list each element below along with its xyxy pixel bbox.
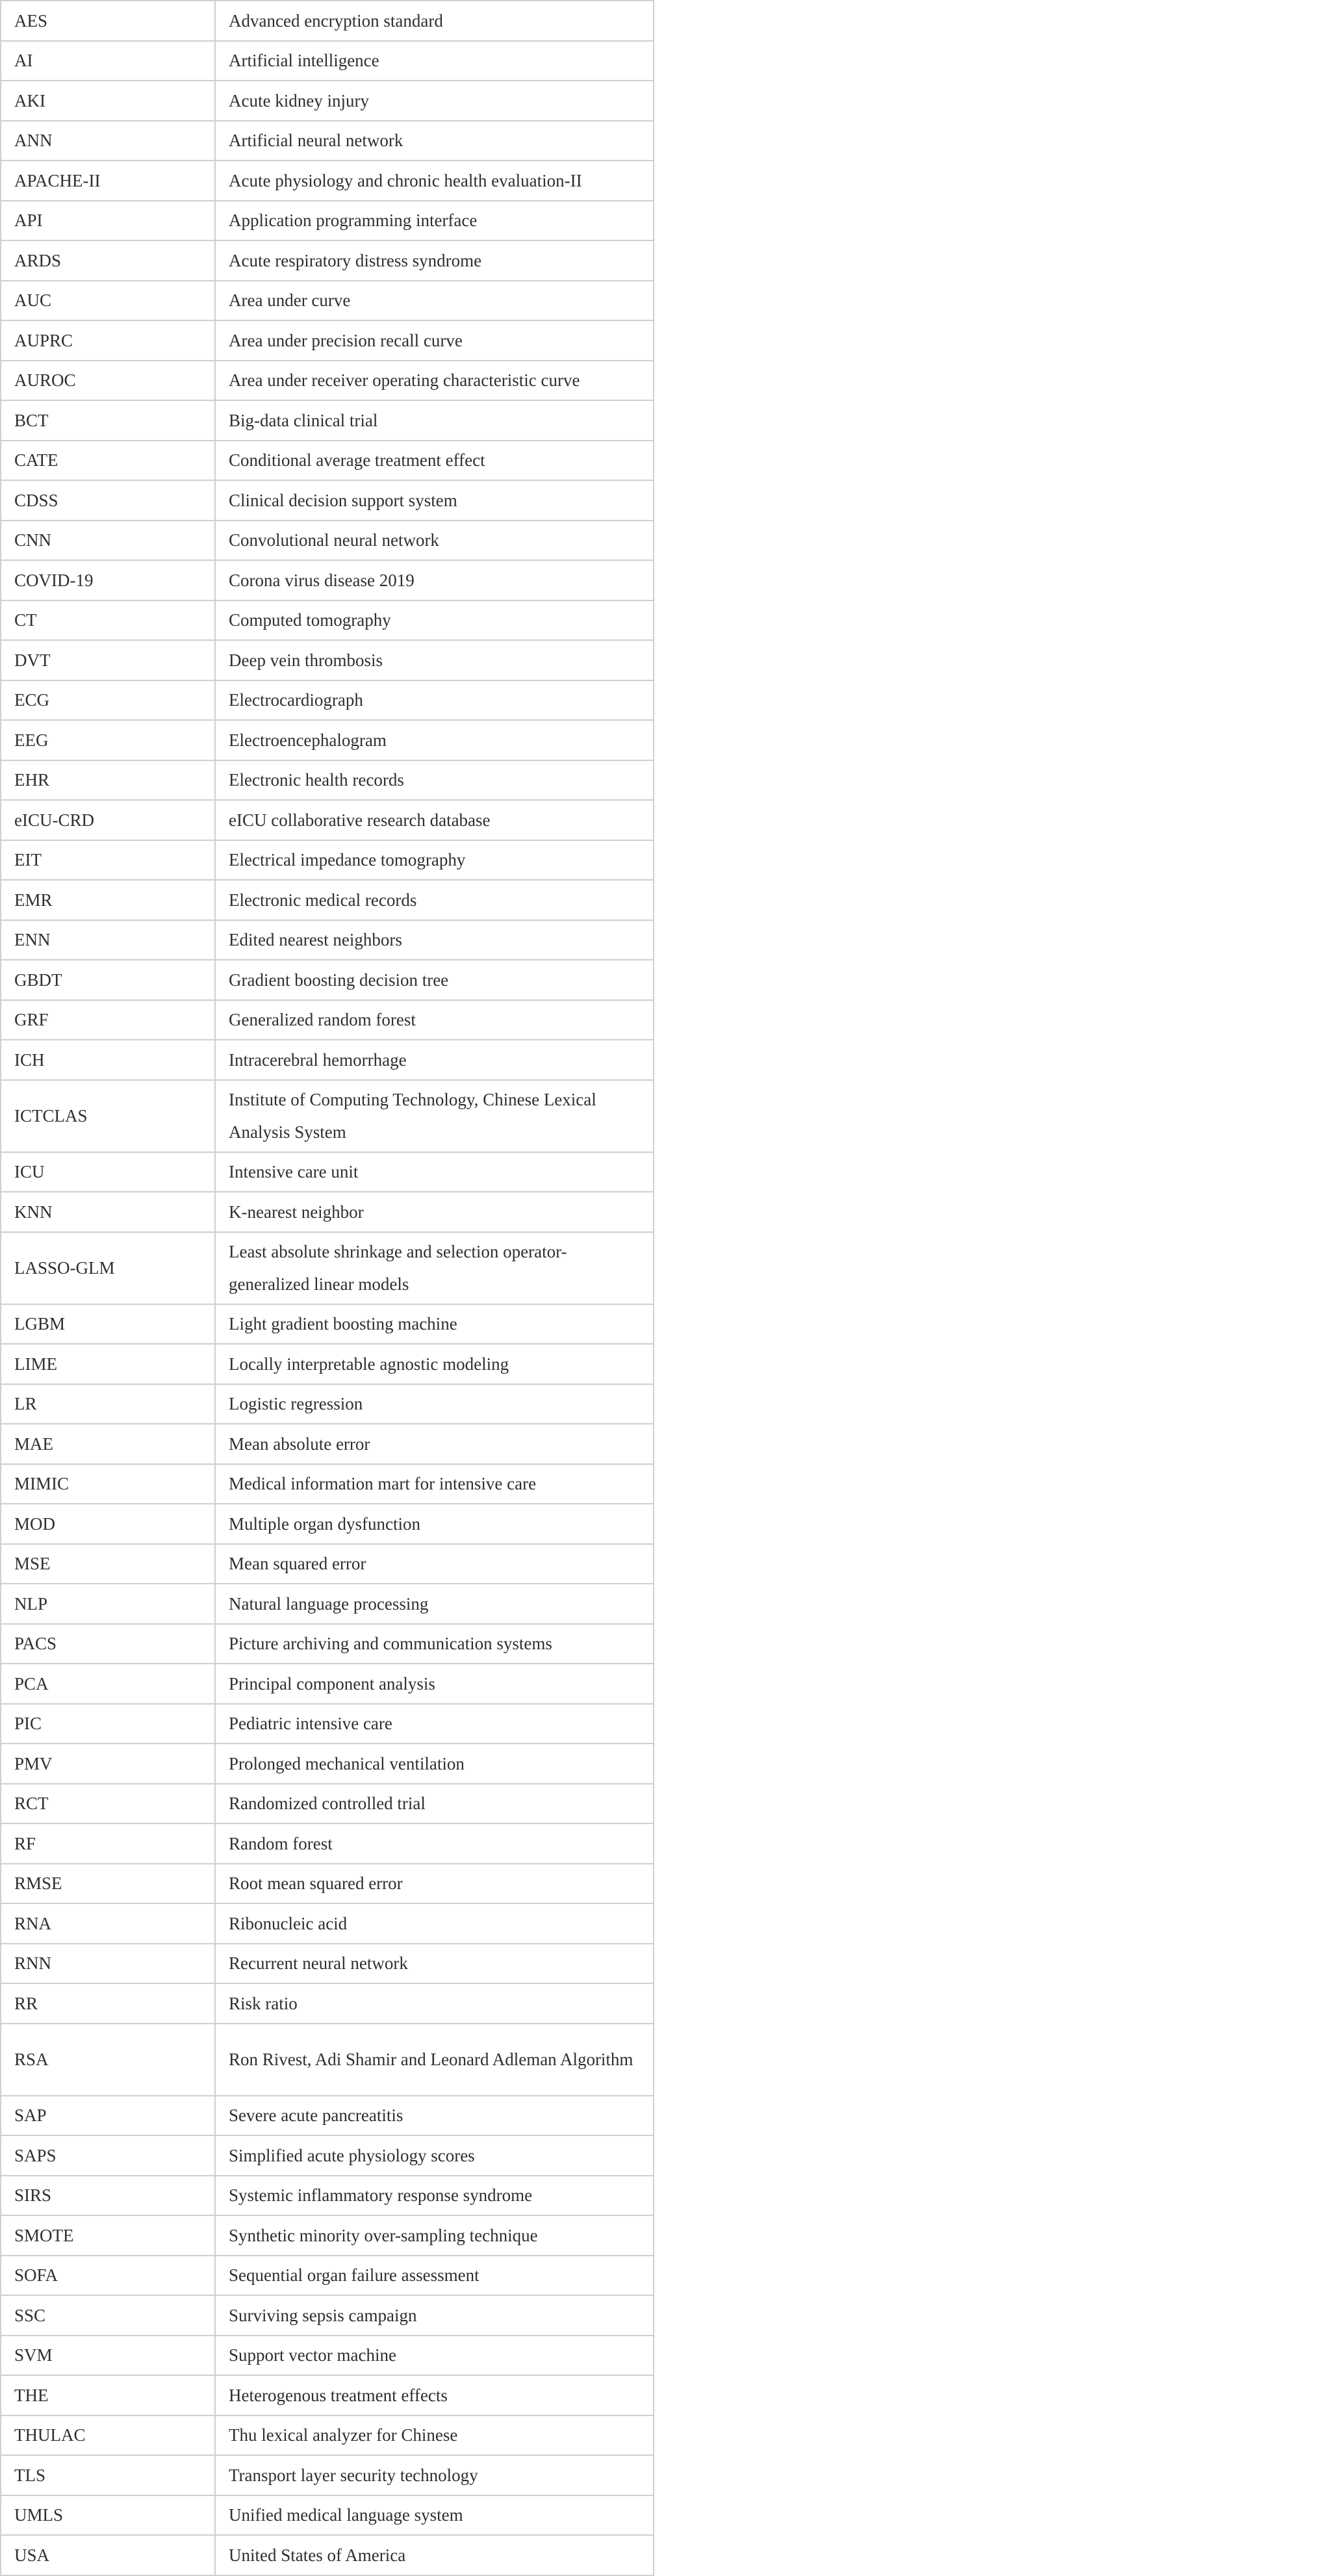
table-row xyxy=(1,1424,654,1464)
definition-cell: Picture archiving and communication systems xyxy=(215,1624,654,1664)
table-row xyxy=(1,880,654,920)
abbreviation-cell: ENN xyxy=(1,920,215,960)
abbreviation-cell: AI xyxy=(1,41,215,81)
definition-cell: Area under curve xyxy=(215,281,654,321)
definition-cell: Prolonged mechanical ventilation xyxy=(215,1744,654,1784)
table-row xyxy=(1,1944,654,1984)
definition-cell: Thu lexical analyzer for Chinese xyxy=(215,2415,654,2456)
abbreviation-cell: AUPRC xyxy=(1,320,215,361)
abbreviation-cell: KNN xyxy=(1,1192,215,1232)
abbreviation-cell: NLP xyxy=(1,1584,215,1624)
definition-cell: Simplified acute physiology scores xyxy=(215,2135,654,2176)
table-row xyxy=(1,560,654,600)
table-row xyxy=(1,201,654,241)
abbreviation-cell: RCT xyxy=(1,1784,215,1824)
abbreviation-cell: EMR xyxy=(1,880,215,920)
abbreviation-cell: MOD xyxy=(1,1504,215,1544)
abbreviation-cell: EIT xyxy=(1,840,215,881)
definition-cell: United States of America xyxy=(215,2535,654,2575)
table-row xyxy=(1,1504,654,1544)
definition-cell: Corona virus disease 2019 xyxy=(215,560,654,600)
table-row xyxy=(1,1232,654,1304)
table-row xyxy=(1,1823,654,1864)
table-row xyxy=(1,2495,654,2536)
abbreviation-cell: GRF xyxy=(1,1000,215,1040)
table-row xyxy=(1,2096,654,2136)
table-row xyxy=(1,1664,654,1704)
table-row xyxy=(1,2135,654,2176)
abbreviation-cell: THE xyxy=(1,2375,215,2415)
abbreviation-cell: AUROC xyxy=(1,361,215,401)
definition-cell: Mean squared error xyxy=(215,1544,654,1584)
definition-cell: Heterogenous treatment effects xyxy=(215,2375,654,2415)
definition-cell: Mean absolute error xyxy=(215,1424,654,1464)
abbreviation-cell: RMSE xyxy=(1,1864,215,1904)
table-row xyxy=(1,2256,654,2296)
definition-cell: Logistic regression xyxy=(215,1384,654,1424)
abbreviation-cell: CT xyxy=(1,600,215,641)
definition-cell: Unified medical language system xyxy=(215,2495,654,2536)
definition-cell: Random forest xyxy=(215,1823,654,1864)
table-row xyxy=(1,1983,654,2024)
table-row xyxy=(1,1040,654,1080)
abbreviation-cell: RNN xyxy=(1,1944,215,1984)
table-row xyxy=(1,1903,654,1944)
table-row xyxy=(1,2336,654,2376)
definition-cell: Electronic medical records xyxy=(215,880,654,920)
definition-cell: Acute kidney injury xyxy=(215,81,654,121)
definition-cell: Electronic health records xyxy=(215,760,654,801)
abbreviation-cell: SIRS xyxy=(1,2176,215,2216)
definition-cell: Generalized random forest xyxy=(215,1000,654,1040)
table-row xyxy=(1,600,654,641)
abbreviation-cell: SMOTE xyxy=(1,2215,215,2256)
definition-cell: Systemic inflammatory response syndrome xyxy=(215,2176,654,2216)
abbreviation-cell: ICTCLAS xyxy=(1,1080,215,1152)
abbreviation-cell: ANN xyxy=(1,121,215,161)
definition-cell: Application programming interface xyxy=(215,201,654,241)
definition-cell: Clinical decision support system xyxy=(215,480,654,521)
definition-cell: Severe acute pancreatitis xyxy=(215,2096,654,2136)
abbreviation-cell: LR xyxy=(1,1384,215,1424)
definition-cell: Surviving sepsis campaign xyxy=(215,2295,654,2336)
table-row xyxy=(1,1784,654,1824)
definition-cell: Electrocardiograph xyxy=(215,680,654,721)
abbreviation-cell: SOFA xyxy=(1,2256,215,2296)
definition-cell: Intracerebral hemorrhage xyxy=(215,1040,654,1080)
table-row xyxy=(1,1304,654,1345)
abbreviation-cell: BCT xyxy=(1,400,215,441)
table-row xyxy=(1,2215,654,2256)
abbreviation-cell: ICU xyxy=(1,1152,215,1192)
definition-cell: Root mean squared error xyxy=(215,1864,654,1904)
abbreviation-cell: THULAC xyxy=(1,2415,215,2456)
abbreviation-cell: RR xyxy=(1,1983,215,2024)
abbreviation-cell: ICH xyxy=(1,1040,215,1080)
definition-cell: Electrical impedance tomography xyxy=(215,840,654,881)
table-row xyxy=(1,81,654,121)
table-row xyxy=(1,960,654,1000)
abbreviation-cell: GBDT xyxy=(1,960,215,1000)
definition-cell: Natural language processing xyxy=(215,1584,654,1624)
definition-cell: Conditional average treatment effect xyxy=(215,441,654,481)
table-row xyxy=(1,2535,654,2575)
definition-cell: Light gradient boosting machine xyxy=(215,1304,654,1345)
definition-cell: Edited nearest neighbors xyxy=(215,920,654,960)
table-row xyxy=(1,320,654,361)
table-row xyxy=(1,1000,654,1040)
definition-cell: Acute respiratory distress syndrome xyxy=(215,240,654,281)
abbreviation-cell: RSA xyxy=(1,2024,215,2096)
table-row xyxy=(1,1744,654,1784)
definition-cell: Ron Rivest, Adi Shamir and Leonard Adleman Algorithm xyxy=(215,2024,654,2096)
abbreviation-cell: PACS xyxy=(1,1624,215,1664)
table-row xyxy=(1,1152,654,1192)
abbreviation-cell: CDSS xyxy=(1,480,215,521)
definition-cell: Area under receiver operating characteristic curve xyxy=(215,361,654,401)
abbreviation-cell: EEG xyxy=(1,720,215,760)
definition-cell: Least absolute shrinkage and selection operator-generalized linear models xyxy=(215,1232,654,1304)
abbreviation-cell: LGBM xyxy=(1,1304,215,1345)
definition-cell: Computed tomography xyxy=(215,600,654,641)
table-row xyxy=(1,760,654,801)
table-row xyxy=(1,41,654,81)
abbreviation-cell: LASSO-GLM xyxy=(1,1232,215,1304)
abbreviation-cell: EHR xyxy=(1,760,215,801)
abbreviation-cell: PIC xyxy=(1,1704,215,1744)
definition-cell: Big-data clinical trial xyxy=(215,400,654,441)
definition-cell: Synthetic minority over-sampling technique xyxy=(215,2215,654,2256)
definition-cell: Medical information mart for intensive care xyxy=(215,1464,654,1504)
definition-cell: Convolutional neural network xyxy=(215,521,654,561)
definition-cell: Advanced encryption standard xyxy=(215,1,654,41)
table-row xyxy=(1,640,654,680)
table-row xyxy=(1,1464,654,1504)
definition-cell: K-nearest neighbor xyxy=(215,1192,654,1232)
table-row xyxy=(1,521,654,561)
abbreviation-cell: RF xyxy=(1,1823,215,1864)
abbreviation-cell: AES xyxy=(1,1,215,41)
abbreviation-cell: AUC xyxy=(1,281,215,321)
abbreviation-cell: TLS xyxy=(1,2455,215,2495)
table-row xyxy=(1,1,654,41)
table-row xyxy=(1,2024,654,2096)
table-row xyxy=(1,680,654,721)
table-row xyxy=(1,1192,654,1232)
definition-cell: Risk ratio xyxy=(215,1983,654,2024)
table-row xyxy=(1,2455,654,2495)
table-row xyxy=(1,121,654,161)
table-row xyxy=(1,240,654,281)
abbreviation-cell: ARDS xyxy=(1,240,215,281)
definition-cell: Principal component analysis xyxy=(215,1664,654,1704)
table-row xyxy=(1,1344,654,1384)
table-row xyxy=(1,2375,654,2415)
abbreviation-cell: eICU-CRD xyxy=(1,800,215,840)
table-row xyxy=(1,840,654,881)
definition-cell: Artificial intelligence xyxy=(215,41,654,81)
abbreviation-cell: COVID-19 xyxy=(1,560,215,600)
definition-cell: Artificial neural network xyxy=(215,121,654,161)
abbreviation-cell: LIME xyxy=(1,1344,215,1384)
table-row xyxy=(1,480,654,521)
table-row xyxy=(1,441,654,481)
abbreviations-table xyxy=(0,0,654,2576)
definition-cell: eICU collaborative research database xyxy=(215,800,654,840)
abbreviation-cell: MSE xyxy=(1,1544,215,1584)
abbreviation-cell: MAE xyxy=(1,1424,215,1464)
definition-cell: Locally interpretable agnostic modeling xyxy=(215,1344,654,1384)
definition-cell: Multiple organ dysfunction xyxy=(215,1504,654,1544)
definition-cell: Transport layer security technology xyxy=(215,2455,654,2495)
abbreviation-cell: PCA xyxy=(1,1664,215,1704)
abbreviation-cell: UMLS xyxy=(1,2495,215,2536)
abbreviation-cell: MIMIC xyxy=(1,1464,215,1504)
abbreviation-cell: ECG xyxy=(1,680,215,721)
abbreviation-cell: API xyxy=(1,201,215,241)
table-row xyxy=(1,720,654,760)
definition-cell: Deep vein thrombosis xyxy=(215,640,654,680)
abbreviation-cell: RNA xyxy=(1,1903,215,1944)
definition-cell: Pediatric intensive care xyxy=(215,1704,654,1744)
abbreviations-table-body xyxy=(1,1,654,2575)
definition-cell: Sequential organ failure assessment xyxy=(215,2256,654,2296)
definition-cell: Support vector machine xyxy=(215,2336,654,2376)
definition-cell: Electroencephalogram xyxy=(215,720,654,760)
definition-cell: Recurrent neural network xyxy=(215,1944,654,1984)
table-row xyxy=(1,361,654,401)
table-row xyxy=(1,2176,654,2216)
abbreviation-cell: SAP xyxy=(1,2096,215,2136)
abbreviation-cell: DVT xyxy=(1,640,215,680)
abbreviation-cell: USA xyxy=(1,2535,215,2575)
table-row xyxy=(1,1384,654,1424)
definition-cell: Area under precision recall curve xyxy=(215,320,654,361)
table-row xyxy=(1,1864,654,1904)
table-row xyxy=(1,1584,654,1624)
table-row xyxy=(1,920,654,960)
table-row xyxy=(1,2415,654,2456)
table-row xyxy=(1,800,654,840)
definition-cell: Gradient boosting decision tree xyxy=(215,960,654,1000)
table-row xyxy=(1,2295,654,2336)
table-row xyxy=(1,1704,654,1744)
table-row xyxy=(1,1544,654,1584)
definition-cell: Ribonucleic acid xyxy=(215,1903,654,1944)
definition-cell: Intensive care unit xyxy=(215,1152,654,1192)
table-row xyxy=(1,1080,654,1152)
table-row xyxy=(1,161,654,201)
abbreviation-cell: AKI xyxy=(1,81,215,121)
definition-cell: Randomized controlled trial xyxy=(215,1784,654,1824)
table-row xyxy=(1,1624,654,1664)
definition-cell: Acute physiology and chronic health evaluation-II xyxy=(215,161,654,201)
definition-cell: Institute of Computing Technology, Chinese Lexical Analysis System xyxy=(215,1080,654,1152)
table-row xyxy=(1,400,654,441)
abbreviation-cell: SVM xyxy=(1,2336,215,2376)
abbreviation-cell: PMV xyxy=(1,1744,215,1784)
abbreviation-cell: SAPS xyxy=(1,2135,215,2176)
table-row xyxy=(1,281,654,321)
abbreviation-cell: CNN xyxy=(1,521,215,561)
abbreviation-cell: SSC xyxy=(1,2295,215,2336)
abbreviation-cell: APACHE-II xyxy=(1,161,215,201)
abbreviation-cell: CATE xyxy=(1,441,215,481)
